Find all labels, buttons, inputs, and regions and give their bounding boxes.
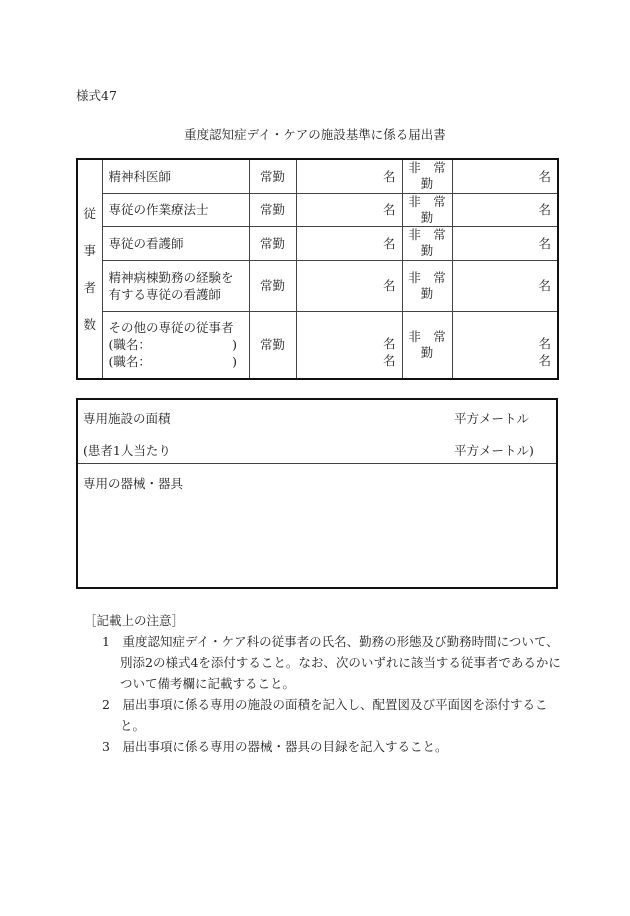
fulltime-count-field[interactable] [296, 193, 402, 226]
fulltime-label: 常勤 [249, 193, 296, 226]
fulltime-label: 常勤 [249, 260, 296, 311]
role-label [102, 311, 249, 379]
parttime-bottom: 勤 [420, 243, 434, 258]
parttime-count-field[interactable] [452, 226, 558, 260]
staff-count-table [76, 158, 559, 380]
parttime-count-field[interactable] [452, 159, 558, 193]
fulltime-label: 常勤 [249, 226, 296, 260]
area-label: 専用施設の面積 [83, 411, 171, 426]
equipment-label: 専用の器械・器具 [83, 476, 184, 491]
table-row [77, 193, 558, 226]
job-title-field[interactable]: (職名： ) [108, 354, 238, 370]
per-patient-unit: 平方メートル) [454, 443, 534, 458]
fulltime-label: 常勤 [249, 311, 296, 379]
side-char: 者 [83, 280, 96, 295]
parttime-bottom: 勤 [420, 209, 434, 225]
parttime-bottom: 勤 [420, 344, 434, 360]
fulltime-label: 常勤 [249, 159, 296, 193]
fulltime-count-field[interactable] [296, 159, 402, 193]
unit-label: 名 [382, 235, 396, 251]
parttime-top: 非 常 [408, 269, 446, 285]
area-unit: 平方メートル [454, 411, 530, 426]
parttime-label [402, 260, 452, 311]
parttime-count-field[interactable] [452, 193, 558, 226]
unit-label: 名 [538, 335, 551, 351]
unit-label: 名 [538, 352, 551, 368]
parttime-top: 非 常 [408, 227, 446, 242]
parttime-top: 非 常 [408, 328, 446, 344]
parttime-label [402, 193, 452, 226]
per-patient-label: (患者1人当たり [83, 443, 171, 458]
form-number: 様式47 [76, 88, 117, 103]
table-row [77, 311, 558, 379]
note-item: 2 届出事項に係る専用の施設の面積を記入し、配置図及び平面図を添付すること。 [102, 697, 548, 733]
notes-heading: ［記載上の注意］ [84, 613, 185, 628]
note-item: 1 重度認知症デイ・ケア科の従事者の氏名、勤務の形態及び勤務時間について、別添2の様式4を添付すること。なお、次のいずれに該当する従事者であるかについて備考欄に記載すること。 [102, 634, 561, 691]
role-label: 専従の作業療法士 [102, 193, 249, 226]
role-name: その他の専従の従事者 [108, 320, 234, 336]
parttime-label [402, 311, 452, 379]
unit-label: 名 [538, 235, 551, 251]
side-char: 数 [83, 317, 96, 332]
facility-box [76, 398, 558, 589]
parttime-top: 非 常 [408, 193, 446, 209]
staff-count-side-label [77, 159, 102, 379]
side-char: 従 [83, 206, 96, 221]
parttime-count-field[interactable] [452, 311, 558, 379]
unit-label: 名 [382, 335, 396, 351]
unit-label: 名 [382, 278, 396, 293]
role-label: 精神科医師 [102, 159, 249, 193]
unit-label: 名 [538, 168, 551, 184]
table-row [77, 260, 558, 311]
fulltime-count-field[interactable] [296, 311, 402, 379]
unit-label: 名 [382, 202, 396, 217]
parttime-bottom: 勤 [420, 176, 434, 192]
table-row [77, 159, 558, 193]
note-item: 3 届出事項に係る専用の器械・器具の目録を記入すること。 [102, 739, 448, 754]
fulltime-count-field[interactable] [296, 260, 402, 311]
document-title: 重度認知症デイ・ケアの施設基準に係る届出書 [184, 127, 446, 142]
role-label: 専従の看護師 [102, 226, 249, 260]
unit-label: 名 [538, 202, 551, 217]
parttime-label [402, 159, 452, 193]
side-char: 事 [83, 243, 96, 258]
notes-section [84, 610, 564, 757]
parttime-label [402, 226, 452, 260]
divider [78, 463, 556, 464]
table-row [77, 226, 558, 260]
parttime-count-field[interactable] [452, 260, 558, 311]
unit-label: 名 [538, 278, 551, 293]
job-title-field[interactable]: (職名： ) [108, 337, 238, 353]
role-label: 精神病棟勤務の経験を有する専従の看護師 [102, 260, 249, 311]
parttime-top: 非 常 [408, 160, 446, 176]
parttime-bottom: 勤 [420, 285, 434, 301]
unit-label: 名 [382, 168, 396, 184]
unit-label: 名 [382, 352, 396, 368]
fulltime-count-field[interactable] [296, 226, 402, 260]
